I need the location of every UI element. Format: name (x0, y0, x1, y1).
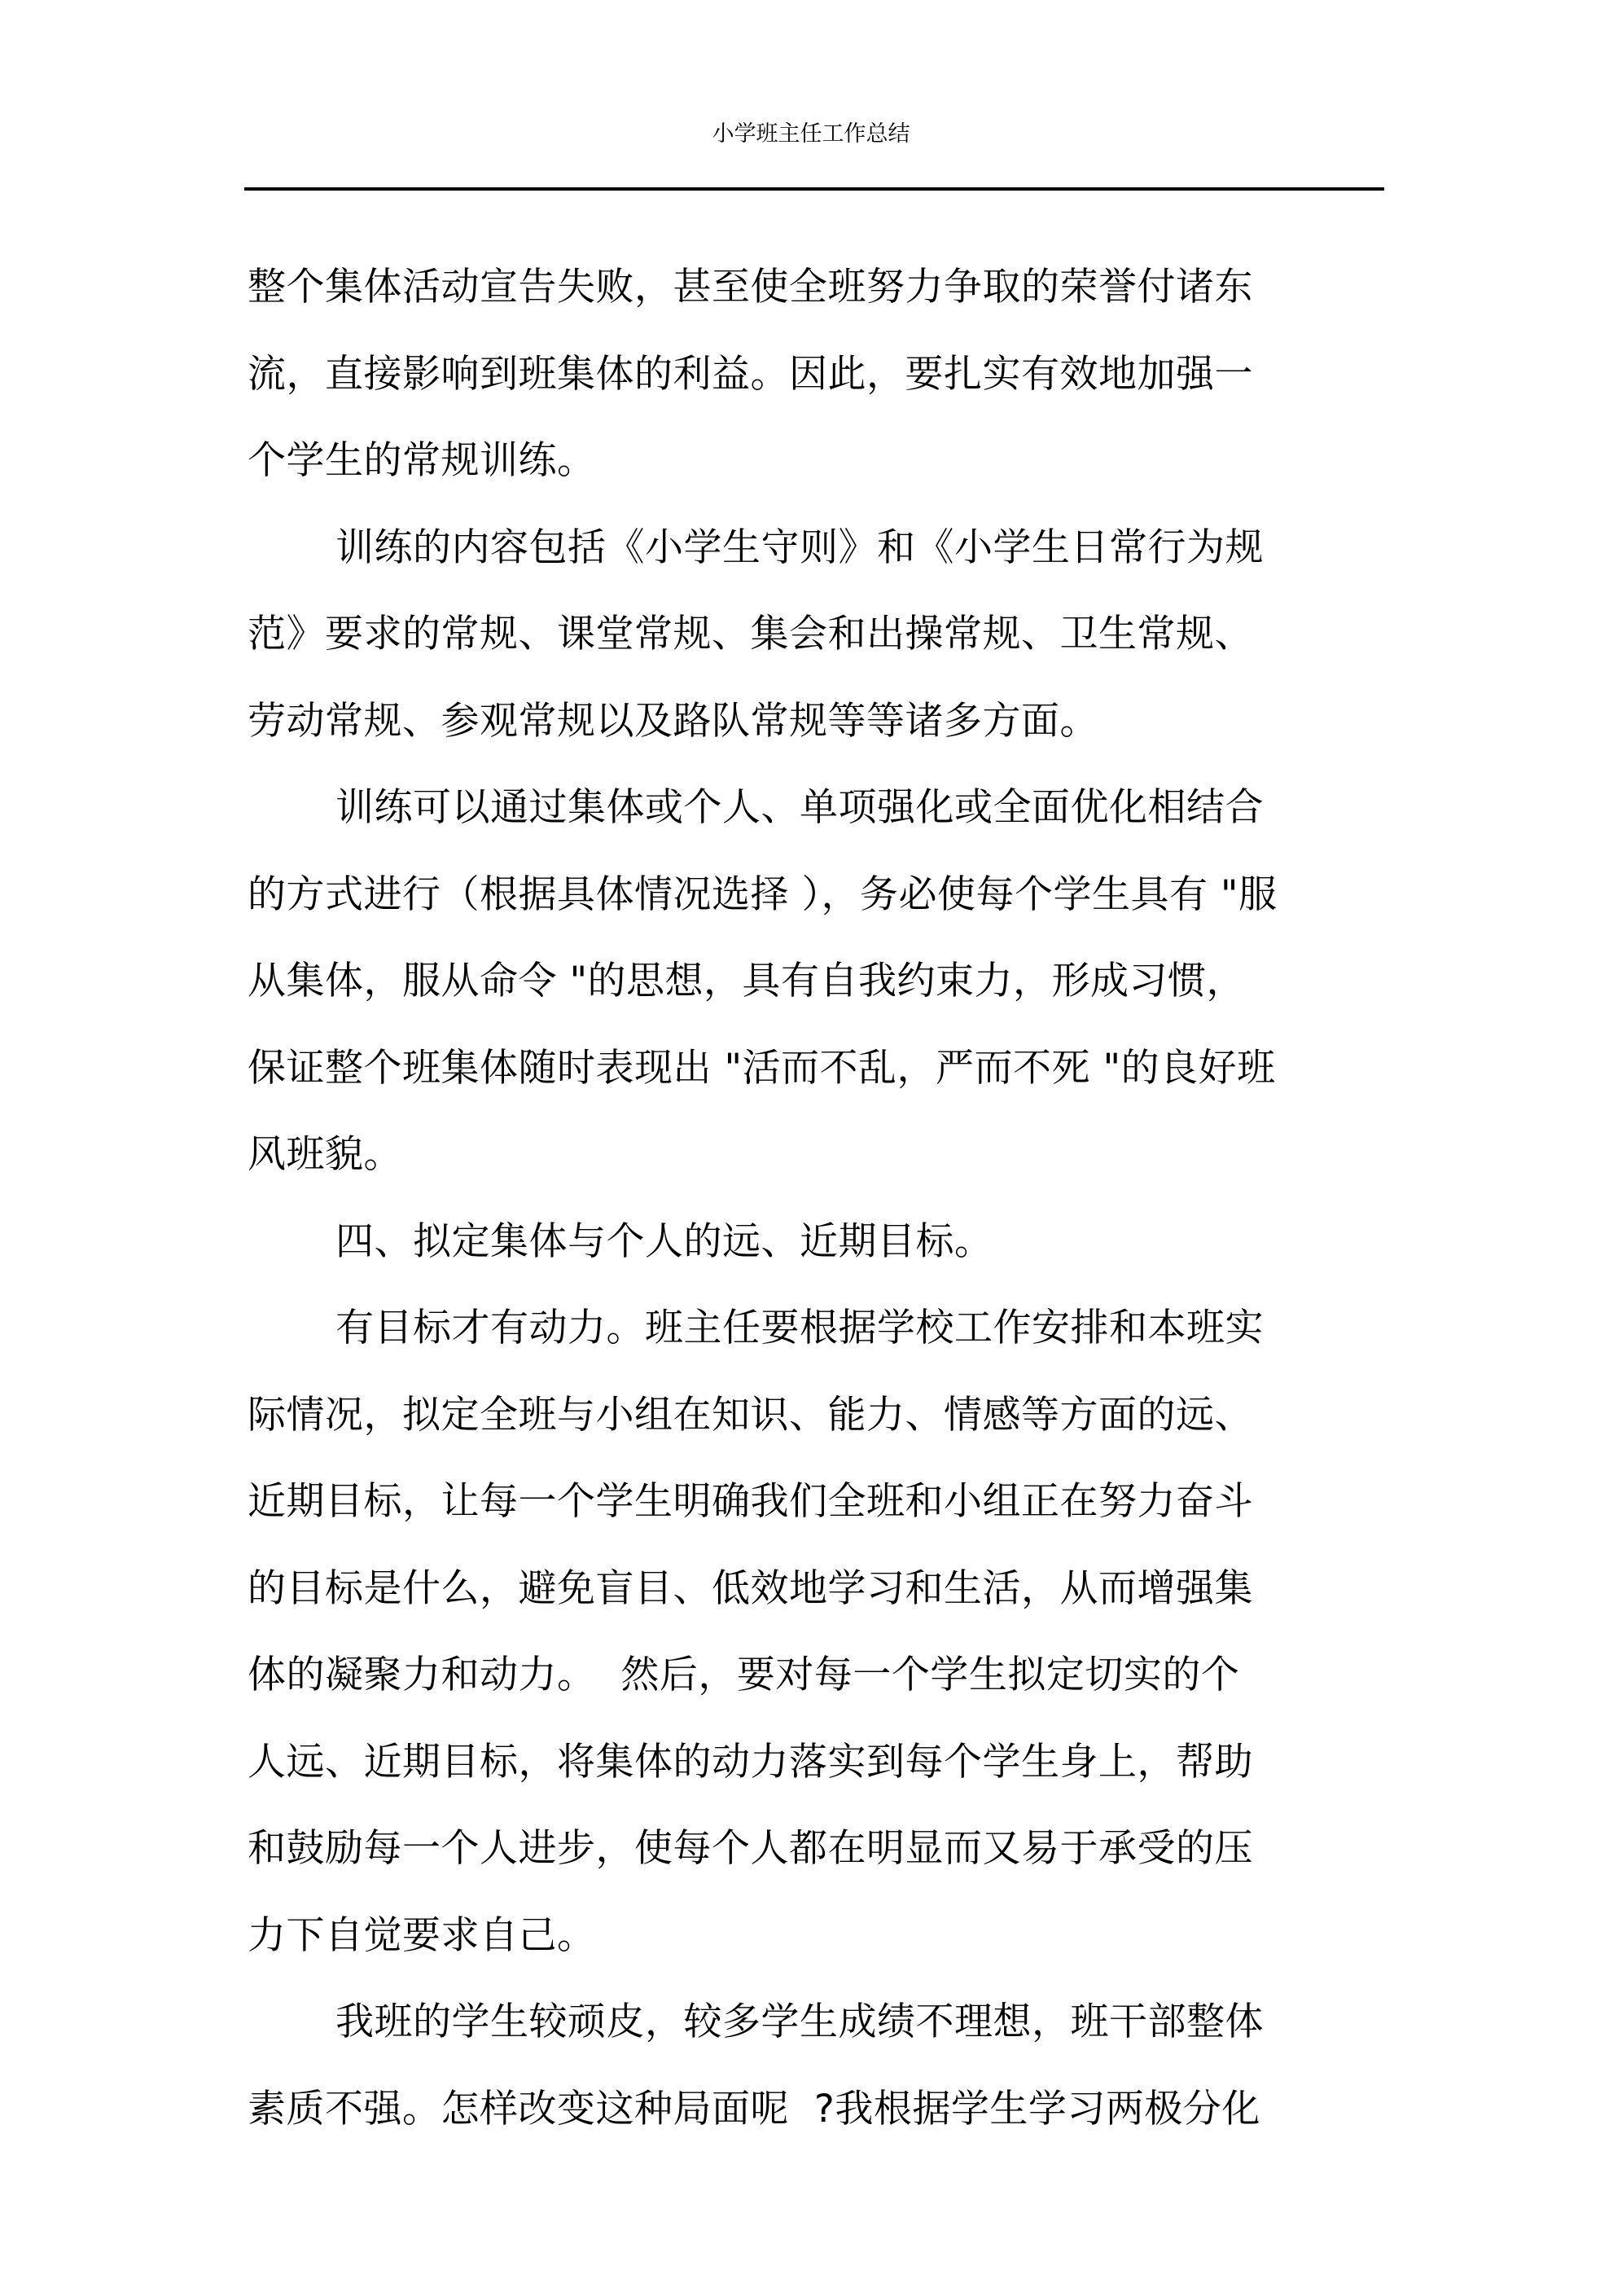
page-header-title: 小学班主任工作总结 (712, 121, 910, 147)
text-line: 风班貌。 (248, 1132, 402, 1177)
text-line: 体的凝聚力和动力。 然后，要对每一个学生拟定切实的个 (248, 1653, 1240, 1697)
text-line: 力下自觉要求自己。 (248, 1912, 596, 1958)
text-line: 素质不强。怎样改变这种局面呢 ?我根据学生学习两极分化 (248, 2086, 1260, 2131)
paragraph-start-line: 有目标才有动力。班主任要根据学校工作安排和本班实 (335, 1306, 1264, 1350)
paragraph-start-line: 我班的学生较顽皮，较多学生成绩不理想，班干部整体 (335, 2000, 1264, 2044)
text-line: 个学生的常规训练。 (248, 438, 596, 483)
text-line: 保证整个班集体随时表现出 "活而不乱，严而不死 "的良好班 (248, 1045, 1276, 1091)
text-line: 整个集体活动宣告失败，甚至使全班努力争取的荣誉付诸东 (248, 265, 1253, 309)
paragraph-start-line: 训练可以通过集体或个人、单项强化或全面优化相结合 (335, 785, 1264, 830)
paragraph-start-line: 训练的内容包括《小学生守则》和《小学生日常行为规 (335, 525, 1264, 570)
text-line: 际情况，拟定全班与小组在知识、能力、情感等方面的远、 (248, 1392, 1253, 1438)
text-line: 的目标是什么，避免盲目、低效地学习和生活，从而增强集 (248, 1565, 1253, 1611)
text-line: 近期目标，让每一个学生明确我们全班和小组正在努力奋斗 (248, 1479, 1253, 1524)
text-line: 人远、近期目标，将集体的动力落实到每个学生身上，帮助 (248, 1739, 1253, 1785)
text-line: 劳动常规、参观常规以及路队常规等等诸多方面。 (248, 698, 1098, 744)
text-line: 和鼓励每一个人进步，使每个人都在明显而又易于承受的压 (248, 1826, 1253, 1871)
text-line: 的方式进行（根据具体情况选择 ），务必使每个学生具有 "服 (248, 871, 1278, 917)
document-body (248, 244, 1404, 2153)
text-line: 流，直接影响到班集体的利益。因此，要扎实有效地加强一 (248, 351, 1253, 397)
text-line: 范》要求的常规、课堂常规、集会和出操常规、卫生常规、 (248, 612, 1253, 656)
text-line: 从集体，服从命令 "的思想，具有自我约束力，形成习惯， (248, 959, 1246, 1003)
header-divider (244, 187, 1384, 191)
section-heading: 四、拟定集体与个人的远、近期目标。 (335, 1218, 993, 1264)
